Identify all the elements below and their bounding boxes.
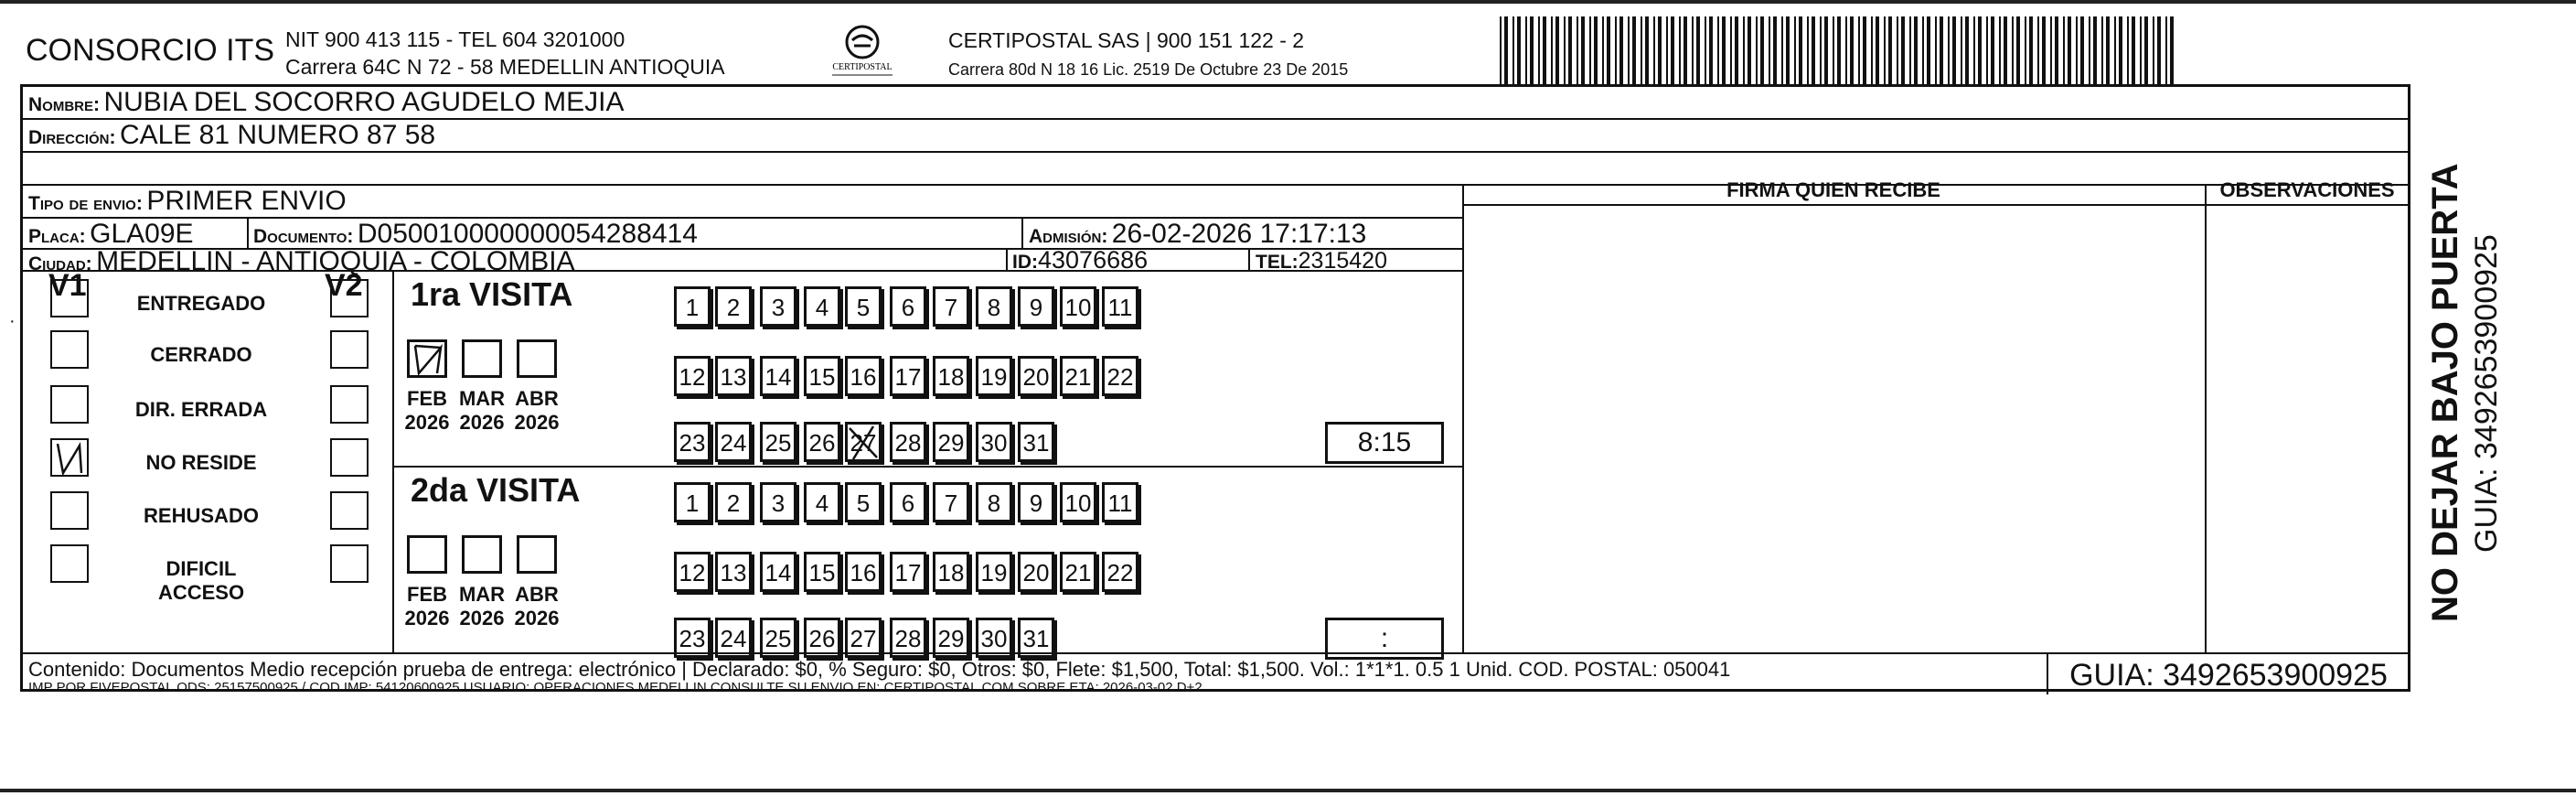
stray-dot: · <box>9 311 16 331</box>
month-checkbox[interactable] <box>407 535 447 574</box>
day-box[interactable]: 17 <box>890 552 926 592</box>
month-label: FEB 2026 <box>404 583 450 629</box>
barcode <box>1500 16 2176 84</box>
id-label: ID: <box>1012 252 1038 273</box>
v1-checkbox[interactable] <box>50 385 89 424</box>
day-box[interactable]: 25 <box>760 422 796 462</box>
v1-checkbox[interactable] <box>50 279 89 317</box>
top-cut-line <box>0 0 2576 13</box>
day-box[interactable]: 4 <box>804 286 840 327</box>
day-box[interactable]: 6 <box>890 482 926 522</box>
documento-label: Documento: <box>253 226 354 247</box>
tipo-value: PRIMER ENVIO <box>146 186 347 216</box>
month-checkbox[interactable] <box>462 339 502 378</box>
month-label: ABR 2026 <box>514 583 560 629</box>
v1-header: V1 <box>48 268 87 303</box>
month-checkbox[interactable] <box>517 535 557 574</box>
day-box[interactable]: 30 <box>976 618 1012 658</box>
nombre-field <box>28 87 624 118</box>
id-value: 43076686 <box>1038 246 1149 274</box>
col-divider <box>392 270 394 652</box>
day-box[interactable]: 20 <box>1018 552 1054 592</box>
day-box[interactable]: 13 <box>715 552 752 592</box>
day-box[interactable]: 16 <box>845 356 882 396</box>
v2-checkbox[interactable] <box>330 491 369 530</box>
certi-address: Carrera 80d N 18 16 Lic. 2519 De Octubre 23 De 2015 <box>948 60 1349 79</box>
ciudad-value: MEDELLIN - ANTIOQUIA - COLOMBIA <box>96 246 575 276</box>
v1-checkbox[interactable] <box>50 438 89 477</box>
certipostal-logo <box>821 24 903 81</box>
documento-field <box>253 219 698 250</box>
col-divider <box>247 217 249 248</box>
day-box[interactable]: 2 <box>715 286 752 327</box>
day-box[interactable]: 8 <box>976 482 1012 522</box>
status-label: ENTREGADO <box>136 292 266 315</box>
day-box[interactable]: 27 <box>845 618 882 658</box>
nit-line: NIT 900 413 115 - TEL 604 3201000 <box>285 27 625 51</box>
col-divider <box>1021 217 1023 248</box>
day-box[interactable]: 11 <box>1102 286 1138 327</box>
placa-field <box>28 219 194 250</box>
tel-field <box>1256 248 1387 274</box>
day-box[interactable]: 4 <box>804 482 840 522</box>
day-box[interactable]: 7 <box>933 286 969 327</box>
day-box[interactable]: 1 <box>674 286 711 327</box>
status-label: DIR. ERRADA <box>134 398 268 421</box>
placa-label: Placa: <box>28 226 86 247</box>
company-name: CONSORCIO ITS <box>26 33 275 68</box>
day-box[interactable]: 16 <box>845 552 882 592</box>
month-label: ABR 2026 <box>514 387 560 434</box>
ciudad-field <box>28 246 575 277</box>
documento-value: D050010000000054288414 <box>357 219 698 249</box>
day-box[interactable]: 17 <box>890 356 926 396</box>
day-box[interactable]: 21 <box>1060 552 1096 592</box>
day-box[interactable]: 28 <box>890 422 926 462</box>
placa-value: GLA09E <box>90 219 194 249</box>
v1-checkbox[interactable] <box>50 330 89 369</box>
bottom-cut-line <box>0 789 2576 792</box>
certipostal-info <box>948 26 1348 84</box>
observaciones-area[interactable] <box>2210 208 2404 649</box>
day-box[interactable]: 12 <box>674 552 711 592</box>
status-label: NO RESIDE <box>145 451 257 474</box>
footer-divider <box>23 652 2408 654</box>
admision-label: Admisión: <box>1029 226 1108 247</box>
direccion-value: CALE 81 NUMERO 87 58 <box>119 120 436 150</box>
row-divider <box>23 151 2408 153</box>
day-box[interactable]: 21 <box>1060 356 1096 396</box>
day-box[interactable]: 15 <box>804 552 840 592</box>
ciudad-label: Ciudad: <box>28 253 92 274</box>
status-label: CERRADO <box>150 343 252 366</box>
certi-line: CERTIPOSTAL SAS | 900 151 122 - 2 <box>948 28 1305 52</box>
day-box[interactable]: 13 <box>715 356 752 396</box>
day-box[interactable]: 30 <box>976 422 1012 462</box>
admision-field <box>1029 219 1366 250</box>
tipo-field <box>28 186 347 217</box>
day-box[interactable]: 27 <box>845 422 882 462</box>
nombre-value: NUBIA DEL SOCORRO AGUDELO MEJIA <box>103 87 625 117</box>
day-box[interactable]: 24 <box>715 422 752 462</box>
time-box[interactable]: 8:15 <box>1325 422 1444 464</box>
col-divider <box>1006 248 1008 270</box>
admision-value: 26-02-2026 17:17:13 <box>1111 219 1367 249</box>
day-box[interactable]: 10 <box>1060 482 1096 522</box>
visit-title: 1ra VISITA <box>411 275 573 313</box>
month-checkbox[interactable] <box>517 339 557 378</box>
month-label: MAR 2026 <box>458 583 506 629</box>
direccion-label: Dirección: <box>28 127 116 148</box>
month-checkbox[interactable] <box>407 339 447 378</box>
day-box[interactable]: 12 <box>674 356 711 396</box>
footer-guia: GUIA: 3492653900925 <box>2069 658 2388 693</box>
v1-checkbox[interactable] <box>50 491 89 530</box>
day-box[interactable]: 19 <box>976 356 1012 396</box>
v1-checkbox[interactable] <box>50 544 89 583</box>
day-box[interactable]: 31 <box>1018 422 1054 462</box>
time-box[interactable]: : <box>1325 618 1444 660</box>
col-divider <box>2047 652 2048 694</box>
side-guia: GUIA: 3492653900925 <box>2469 234 2504 553</box>
status-label: REHUSADO <box>144 504 259 527</box>
col-divider <box>1462 184 1464 652</box>
v2-header: V2 <box>325 268 363 303</box>
v2-checkbox[interactable] <box>330 385 369 424</box>
day-box[interactable]: 9 <box>1018 482 1054 522</box>
day-box[interactable]: 19 <box>976 552 1012 592</box>
side-warning: NO DEJAR BAJO PUERTA <box>2425 163 2465 622</box>
day-box[interactable]: 15 <box>804 356 840 396</box>
day-box[interactable]: 5 <box>845 482 882 522</box>
day-box[interactable]: 18 <box>933 552 969 592</box>
day-box[interactable]: 2 <box>715 482 752 522</box>
day-box[interactable]: 8 <box>976 286 1012 327</box>
v2-checkbox[interactable] <box>330 544 369 583</box>
col-divider <box>1248 248 1250 270</box>
day-box[interactable]: 23 <box>674 422 711 462</box>
id-field <box>1012 246 1148 274</box>
day-box[interactable]: 22 <box>1102 552 1138 592</box>
day-box[interactable]: 25 <box>760 618 796 658</box>
footer-imp: IMP POR FIVEPOSTAL ODS: 25157500925 / COD.IMP: 54120600925 USUARIO: OPERACIONES MEDELLIN CONSULTE SU ENVIO EN: CERTIPOSTAL.COM SOBRE ETA: 2026-03-02 D+2 <box>28 680 1202 695</box>
firma-header: FIRMA QUIEN RECIBE <box>1726 178 1940 201</box>
day-box[interactable]: 24 <box>715 618 752 658</box>
delivery-form <box>20 84 2410 695</box>
v2-checkbox[interactable] <box>330 438 369 477</box>
status-label: DIFICIL ACCESO <box>157 557 245 604</box>
day-box[interactable]: 6 <box>890 286 926 327</box>
handwritten-mark <box>846 423 882 463</box>
day-box[interactable]: 11 <box>1102 482 1138 522</box>
day-box[interactable]: 3 <box>760 482 796 522</box>
day-box[interactable]: 10 <box>1060 286 1096 327</box>
day-box[interactable]: 26 <box>804 422 840 462</box>
day-box[interactable]: 20 <box>1018 356 1054 396</box>
day-box[interactable]: 3 <box>760 286 796 327</box>
day-box[interactable]: 31 <box>1018 618 1054 658</box>
day-box[interactable]: 22 <box>1102 356 1138 396</box>
month-checkbox[interactable] <box>462 535 502 574</box>
footer-content: Contenido: Documentos Medio recepción prueba de entrega: electrónico | Declarado: $0, % Seguro: $0, Otros: $0, Flete: $1,500, Total: $1,500. Vol.: 1*1*1. 0.5 1 Unid. COD. POSTAL: 050041 <box>28 658 1731 681</box>
handwritten-mark <box>52 440 89 477</box>
day-box[interactable]: 29 <box>933 618 969 658</box>
day-box[interactable]: 5 <box>845 286 882 327</box>
v2-checkbox[interactable] <box>330 330 369 369</box>
direccion-field <box>28 120 435 151</box>
company-info <box>285 26 725 81</box>
day-box[interactable]: 9 <box>1018 286 1054 327</box>
observaciones-header: OBSERVACIONES <box>2219 178 2395 201</box>
day-box[interactable]: 18 <box>933 356 969 396</box>
day-box[interactable]: 26 <box>804 618 840 658</box>
day-box[interactable]: 29 <box>933 422 969 462</box>
day-box[interactable]: 23 <box>674 618 711 658</box>
nombre-label: Nombre: <box>28 94 100 115</box>
day-box[interactable]: 7 <box>933 482 969 522</box>
tel-value: 2315420 <box>1298 248 1387 274</box>
day-box[interactable]: 14 <box>760 552 796 592</box>
visit-divider <box>392 466 1462 468</box>
handwritten-mark <box>410 342 446 377</box>
visit-title: 2da VISITA <box>411 471 581 509</box>
logo-text: CERTIPOSTAL <box>832 62 893 72</box>
day-box[interactable]: 28 <box>890 618 926 658</box>
tel-label: TEL: <box>1256 252 1299 273</box>
day-box[interactable]: 14 <box>760 356 796 396</box>
col-divider <box>2205 184 2207 652</box>
v2-checkbox[interactable] <box>330 279 369 317</box>
address-line: Carrera 64C N 72 - 58 MEDELLIN ANTIOQUIA <box>285 55 725 79</box>
signature-area[interactable] <box>1468 208 2199 649</box>
month-label: FEB 2026 <box>404 387 450 434</box>
day-box[interactable]: 1 <box>674 482 711 522</box>
tipo-label: Tipo de envio: <box>28 193 143 214</box>
month-label: MAR 2026 <box>458 387 506 434</box>
